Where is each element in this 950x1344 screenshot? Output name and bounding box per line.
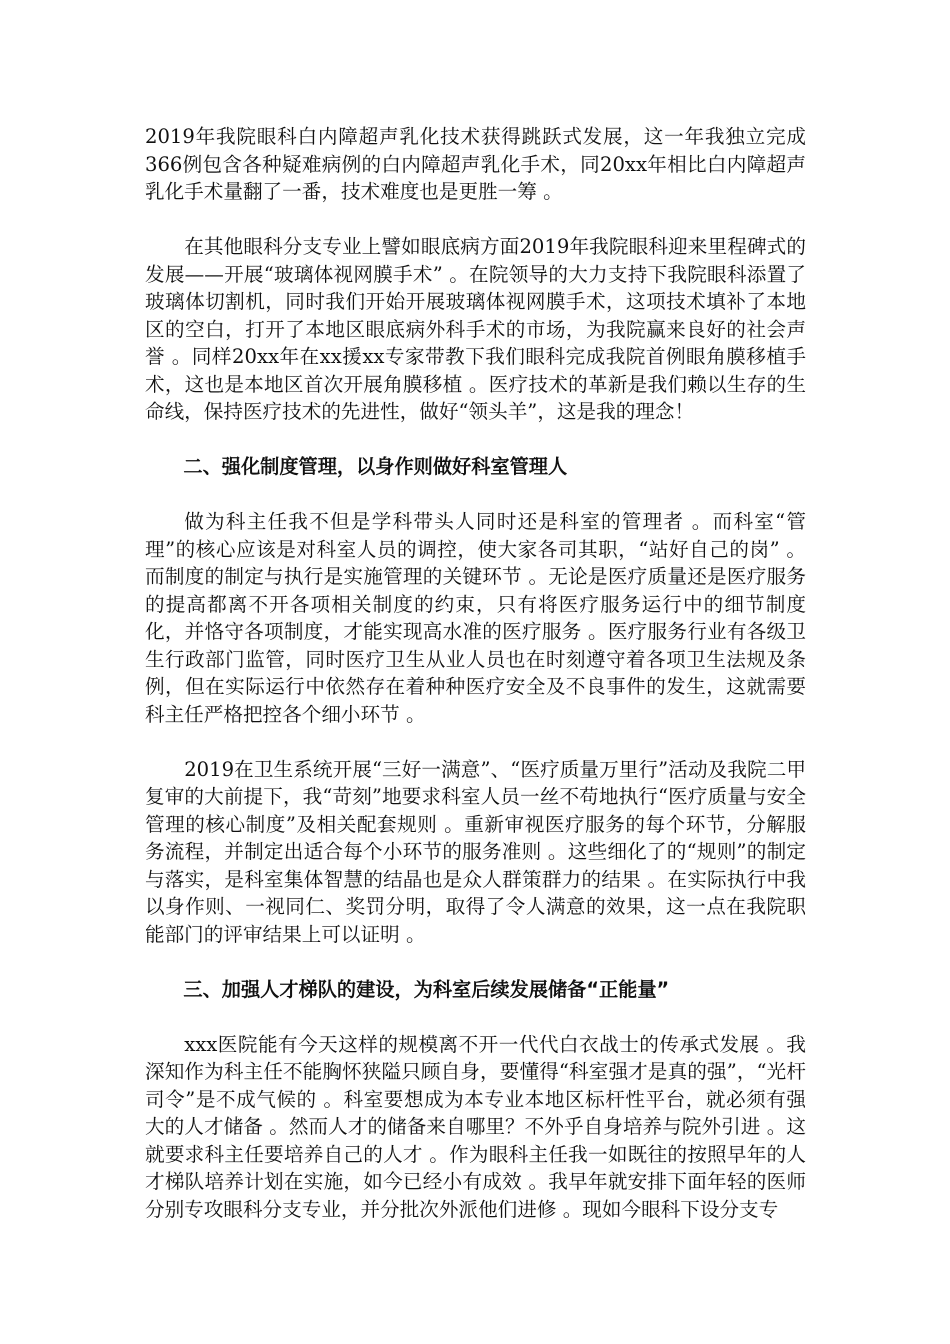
paragraph-vitreoretinal-surgery: 在其他眼科分支专业上譬如眼底病方面2019年我院眼科迎来里程碑式的发展——开展“玻璃体视网膜手术” 。在院领导的大力支持下我院眼科添置了玻璃体切割机，同时我们开始开展玻璃体视网膜手术，这项技术填补了本地区的空白，打开了本地区眼底病外科手术的市场，为我院赢来良好的社会声誉 。同样20xx年在xx援xx专家带教下我们眼科完成我院首例眼角膜移植手术，这也是本地区首次开展角膜移植 。医疗技术的革新是我们赖以生存的生命线，保持医疗技术的先进性，做好“领头羊”，这是我的理念！ bbox=[145, 235, 806, 423]
section-heading-talent: 三、加强人才梯队的建设，为科室后续发展储备“正能量” bbox=[183, 977, 670, 1001]
paragraph-talent-development: xxx医院能有今天这样的规模离不开一代代白衣战士的传承式发展 。我深知作为科主任不能胸怀狭隘只顾自身，要懂得“科室强才是真的强”，“光杆司令”是不成气候的 。科室要想成为本专业本地区标杆性平台，就必须有强大的人才储备 。然而人才的储备来自哪里？不外乎自身培养与院外引进 。这就要求科主任要培养自己的人才 。作为眼科主任我一如既往的按照早年的人才梯队培养计划在实施，如今已经小有成效 。我早年就安排下面年轻的医师分别专攻眼科分支专业，并分批次外派他们进修 。现如今眼科下设分支专 bbox=[145, 1032, 806, 1221]
document-page bbox=[145, 123, 806, 1251]
paragraph-department-management: 做为科主任我不但是学科带头人同时还是科室的管理者 。而科室“管理”的核心应该是对科室人员的调控，使大家各司其职，“站好自己的岗” 。而制度的制定与执行是实施管理的关键环节 。无论是医疗质量还是医疗服务的提高都离不开各项相关制度的约束，只有将医疗服务运行中的细节制度化，并恪守各项制度，才能实现高水准的医疗服务 。医疗服务行业有各级卫生行政部门监管，同时医疗卫生从业人员也在时刻遵守着各项卫生法规及条例，但在实际运行中依然存在着种种医疗安全及不良事件的发生，这就需要科主任严格把控各个细小环节 。 bbox=[145, 510, 806, 726]
section-heading-management: 二、强化制度管理，以身作则做好科室管理人 bbox=[183, 455, 568, 478]
paragraph-quality-rules: 2019在卫生系统开展“三好一满意”、“医疗质量万里行”活动及我院二甲复审的大前提下，我“苛刻”地要求科室人员一丝不苟地执行“医疗质量与安全管理的核心制度”及相关配套规则 。重新审视医疗服务的每个环节，分解服务流程，并制定出适合每个小环节的服务准则 。这些细化了的“规则”的制定与落实，是科室集体智慧的结晶也是众人群策群力的结果 。在实际执行中我以身作则、一视同仁、奖罚分明，取得了令人满意的效果，这一点在我院职能部门的评审结果上可以证明 。 bbox=[145, 757, 806, 946]
paragraph-cataract-surgery: 2019年我院眼科白内障超声乳化技术获得跳跃式发展，这一年我独立完成366例包含各种疑难病例的白内障超声乳化手术，同20xx年相比白内障超声乳化手术量翻了一番，技术难度也是更胜一筹 。 bbox=[145, 125, 806, 203]
